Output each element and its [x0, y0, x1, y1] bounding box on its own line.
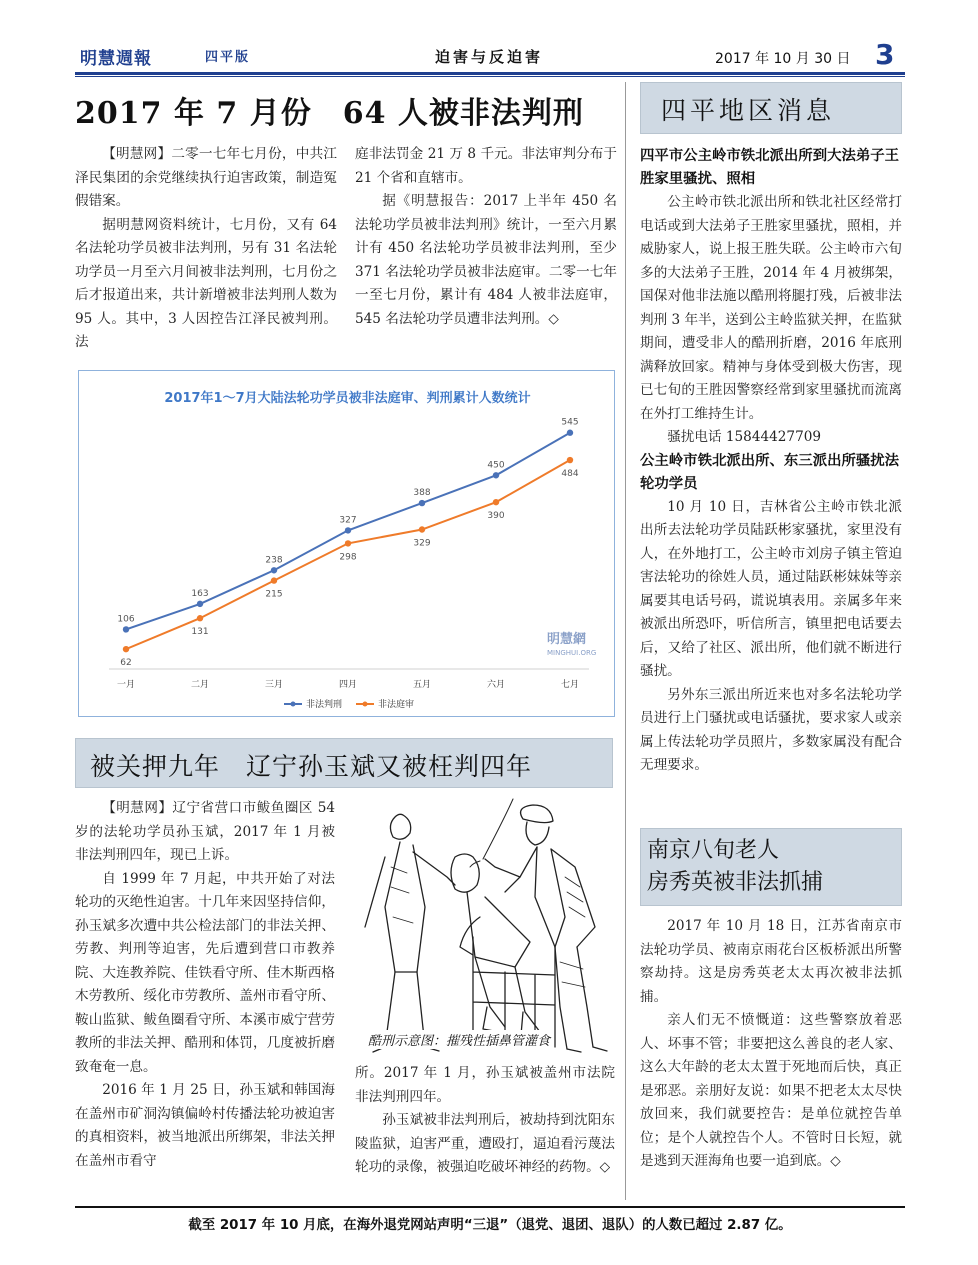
data-point: [197, 601, 203, 607]
data-point: [345, 540, 351, 546]
data-label: 390: [487, 511, 505, 522]
issue-date: 2017 年 10 月 30 日: [715, 51, 851, 67]
line-chart-svg: [79, 371, 616, 718]
header-rule: [75, 72, 905, 75]
data-point: [493, 472, 499, 478]
watermark-sub: MINGHUI.ORG: [547, 649, 597, 657]
article2-paragraph: 自 1999 年 7 月起，中共开始了对法轮功的灭绝性迫害。十几年来因坚持信仰，孙玉斌多次遭中共公检法部门的非法关押、劳教、判刑等迫害，先后遭到营口市教养院、大连教养院、佳铁看守所、佳木斯西格木劳教所、绥化市劳教所、盖州市看守所、鞍山监狱、鲅鱼圈看守所、本溪市威宁营劳教所的非法关押、酷刑和体罚，几度被折磨致奄奄一息。: [75, 870, 335, 1075]
siping-news-items: [640, 145, 902, 778]
data-label: 163: [191, 588, 209, 599]
article3-paragraph: 亲人们无不愤慨道：这些警察放着恶人、坏事不管；非要把这么善良的老人家、这么大年龄的老太太置于死地而后快，真正是邪恶。亲朋好友说：如果不把老太太尽快放回来，我们就要控告：是单位就控告单位；是个人就控告个人。不管时日长短，就是逃到天涯海角也要一追到底。◇: [640, 1012, 902, 1169]
torture-illustration: [355, 797, 617, 1055]
x-tick-label: 七月: [560, 680, 580, 690]
article3-paragraph: 2017 年 10 月 18 日，江苏省南京市法轮功学员、被南京雨花台区板桥派出所警察劫持。这是房秀英老太太再次被非法抓捕。: [640, 918, 902, 1005]
siping-news-title: 四平地区消息: [661, 96, 836, 125]
data-point: [123, 646, 129, 652]
data-label: 131: [191, 627, 209, 638]
article1-paragraph: 据明慧网资料统计，七月份，又有 64 名法轮功学员被非法判刑，另有 31 名法轮功学员一月至六月间被非法判刑，七月份之后才报道出来，共计新增被非法判刑人数为 95 人。其中，3 人因控告江泽民被判刑。法: [75, 216, 337, 350]
statistics-chart: [78, 370, 615, 717]
article3-banner: [640, 828, 902, 906]
data-label: 215: [265, 589, 283, 600]
legend-marker: [291, 702, 296, 707]
article3-title-line1: 南京八旬老人: [647, 838, 780, 863]
data-point: [567, 430, 573, 436]
footer-notice: 截至 2017 年 10 月底，在海外退党网站声明“三退”（退党、退团、退队）的人数已超过 2.87 亿。: [188, 1218, 792, 1233]
article2-paragraph: 所。2017 年 1 月，孙玉斌被盖州市法院非法判刑四年。: [355, 1065, 615, 1105]
data-label: 62: [120, 658, 132, 669]
harassment-phone: 骚扰电话 15844427709: [667, 429, 822, 445]
watermark-logo: 明慧網: [547, 632, 587, 647]
article1-paragraph: 庭非法罚金 21 万 8 千元。非法审判分布于 21 个省和直辖市。: [355, 146, 617, 186]
article2-paragraph: 【明慧网】辽宁省营口市鲅鱼圈区 54 岁的法轮功学员孙玉斌，2017 年 1 月被非法判刑四年，现已上诉。: [75, 800, 335, 863]
x-tick-label: 六月: [486, 680, 506, 690]
data-label: 545: [561, 417, 579, 428]
article2-column1: [75, 797, 335, 1173]
article1-title: 2017 年 7 月份 64 人被非法判刑: [75, 96, 584, 131]
section-label: 迫害与反迫害: [435, 48, 544, 66]
article1-paragraph: 据《明慧报告：2017 上半年 450 名法轮功学员被非法判刑》统计，一至六月累计有 450 名法轮功学员被非法判刑，至少 371 名法轮功学员被非法庭审。二零一七年一至七月份，累计有 484 人被非法庭审，545 名法轮功学员遭非法判刑。◇: [355, 193, 617, 327]
x-tick-label: 三月: [264, 680, 284, 690]
article3-title-line2: 房秀英被非法抓捕: [647, 870, 824, 895]
article2-banner: [75, 738, 613, 788]
article1-column1: [75, 143, 337, 355]
data-point: [197, 615, 203, 621]
article2-paragraph: 孙玉斌被非法判刑后，被劫持到沈阳东陵监狱，迫害严重，遭殴打，逼迫看污蔑法轮功的录像，被强迫吃破坏神经的药物。◇: [355, 1112, 615, 1175]
article1-paragraph: 【明慧网】二零一七年七月份，中共江泽民集团的余党继续执行迫害政策，制造冤假错案。: [75, 146, 337, 209]
column-divider: [625, 82, 626, 1200]
article1-column2: [355, 143, 617, 331]
data-label: 106: [117, 614, 135, 625]
data-point: [345, 527, 351, 533]
data-label: 238: [265, 555, 283, 566]
data-label: 484: [561, 469, 579, 480]
legend-marker: [363, 702, 368, 707]
x-tick-label: 一月: [116, 680, 136, 690]
legend-label: 非法庭审: [378, 700, 415, 710]
edition-label: 四平版: [205, 50, 251, 65]
page-number: 3: [875, 38, 895, 71]
news-item-title: 四平市公主岭市铁北派出所到大法弟子王胜家里骚扰、照相: [640, 148, 900, 187]
page-header: [75, 40, 905, 76]
x-tick-label: 四月: [338, 680, 358, 690]
article2-paragraph: 2016 年 1 月 25 日，孙玉斌和韩国海在盖州市矿洞沟镇偏岭村传播法轮功被迫害的真相资料，被当地派出所绑架，非法关押在盖州市看守: [75, 1082, 335, 1169]
x-tick-label: 五月: [412, 680, 432, 690]
brand-name: 明慧週報: [80, 49, 152, 69]
article3-body: [640, 915, 902, 1174]
data-point: [567, 457, 573, 463]
news-item-body: 公主岭市铁北派出所和铁北社区经常打电话或到大法弟子王胜家里骚扰，照相，并威胁家人，说上报王胜失联。公主岭市六旬多的大法弟子王胜，2014 年 4 月被绑架，国保对他非法施以酷刑将腿打残，后被非法判刑 3 年半，送到公主岭监狱关押，在监狱期间，遭受非人的酷刑折磨，2016 年底刑满释放回家。精神与身体受到极大伤害，现已七旬的王胜因警察经常到家里骚扰而流离在外打工维持生计。: [640, 194, 902, 422]
news-item-body: 另外东三派出所近来也对多名法轮功学员进行上门骚扰或电话骚扰，要求家人或亲属上传法轮功学员照片，多数家属没有配合无理要求。: [640, 686, 902, 773]
data-point: [419, 526, 425, 532]
chart-title: 2017年1～7月大陆法轮功学员被非法庭审、判刑累计人数统计: [164, 391, 531, 406]
news-item-title: 公主岭市铁北派出所、东三派出所骚扰法轮功学员: [640, 452, 900, 492]
data-label: 327: [339, 515, 357, 526]
data-point: [271, 577, 277, 583]
data-label: 298: [339, 552, 357, 563]
x-tick-label: 二月: [190, 680, 210, 690]
header-rule-thin: [75, 76, 905, 77]
siping-news-banner: [640, 82, 902, 134]
legend-label: 非法判刑: [306, 700, 343, 710]
illustration-caption: 酷刑示意图：摧残性插鼻管灌食: [365, 1030, 553, 1049]
data-point: [271, 567, 277, 573]
data-label: 450: [487, 460, 505, 471]
data-point: [419, 500, 425, 506]
news-item-body: 10 月 10 日，吉林省公主岭市铁北派出所去法轮功学员陆跃彬家骚扰，家里没有人，在外地打工，公主岭市刘房子镇主管迫害法轮功的徐姓人员，通过陆跃彬妹妹等亲属要其电话号码，谎说填表用。亲属多年来被派出所恐吓，听信所言，镇里把电话要去后，又给了社区、派出所，他们就不断进行骚扰。: [640, 498, 902, 679]
footer-rule: [75, 1206, 905, 1208]
data-label: 329: [413, 538, 431, 549]
data-point: [123, 626, 129, 632]
article2-title: 被关押九年 辽宁孙玉斌又被枉判四年: [90, 752, 533, 781]
data-label: 388: [413, 488, 431, 499]
data-point: [493, 499, 499, 505]
article2-column2: [355, 1062, 615, 1180]
